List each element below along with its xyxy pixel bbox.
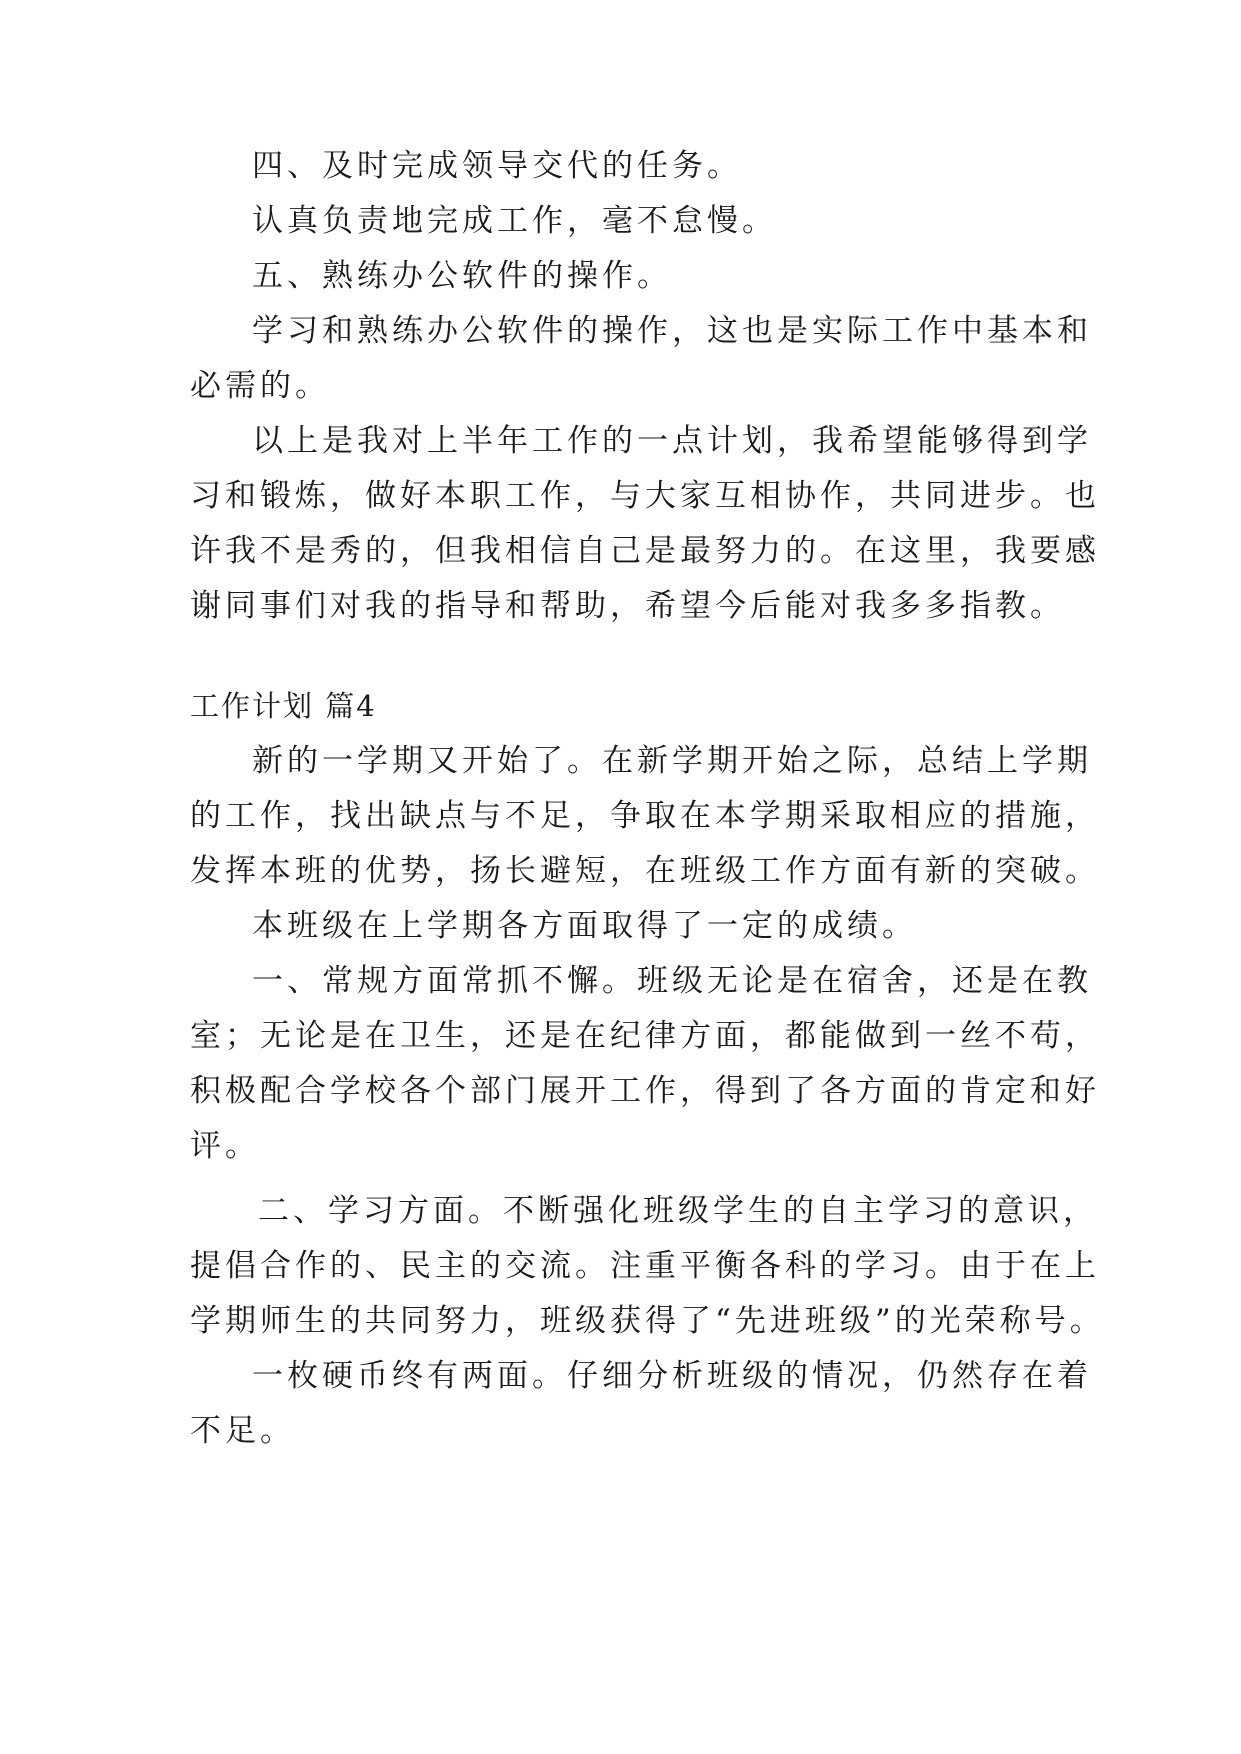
- paragraph-line: 习和锻炼，做好本职工作，与大家互相协作，共同进步。也: [190, 478, 1100, 514]
- paragraph-line: 不足。: [190, 1413, 295, 1449]
- paragraph-line: 积极配合学校各个部门展开工作，得到了各方面的肯定和好: [190, 1073, 1100, 1109]
- paragraph-line: 提倡合作的、民主的交流。注重平衡各科的学习。由于在上: [190, 1248, 1100, 1284]
- list-item-four: 四、及时完成领导交代的任务。: [252, 148, 742, 184]
- paragraph-line: 评。: [190, 1128, 260, 1164]
- section-heading: 工作计划 篇4: [190, 689, 377, 723]
- list-item-five: 五、熟练办公软件的操作。: [252, 258, 672, 294]
- list-item-one: 一、常规方面常抓不懈。班级无论是在宿舍，还是在教: [252, 963, 1092, 999]
- paragraph-line: 学习和熟练办公软件的操作，这也是实际工作中基本和: [252, 313, 1092, 349]
- paragraph-line: 认真负责地完成工作，毫不怠慢。: [252, 203, 777, 239]
- paragraph-line: 学期师生的共同努力，班级获得了“先进班级”的光荣称号。: [190, 1303, 1105, 1339]
- paragraph-line: 必需的。: [190, 368, 330, 404]
- paragraph-line: 本班级在上学期各方面取得了一定的成绩。: [252, 908, 917, 944]
- list-item-two: 二、学习方面。不断强化班级学生的自主学习的意识，: [258, 1193, 1098, 1229]
- paragraph-line: 许我不是秀的，但我相信自己是最努力的。在这里，我要感: [190, 533, 1100, 569]
- paragraph-line: 一枚硬币终有两面。仔细分析班级的情况，仍然存在着: [252, 1358, 1092, 1394]
- paragraph-line: 发挥本班的优势，扬长避短，在班级工作方面有新的突破。: [190, 853, 1100, 889]
- paragraph-line: 室；无论是在卫生，还是在纪律方面，都能做到一丝不苟，: [190, 1018, 1100, 1054]
- paragraph-line: 新的一学期又开始了。在新学期开始之际，总结上学期: [252, 743, 1092, 779]
- paragraph-line: 谢同事们对我的指导和帮助，希望今后能对我多多指教。: [190, 588, 1065, 624]
- paragraph-line: 以上是我对上半年工作的一点计划，我希望能够得到学: [252, 423, 1092, 459]
- paragraph-line: 的工作，找出缺点与不足，争取在本学期采取相应的措施，: [190, 798, 1100, 834]
